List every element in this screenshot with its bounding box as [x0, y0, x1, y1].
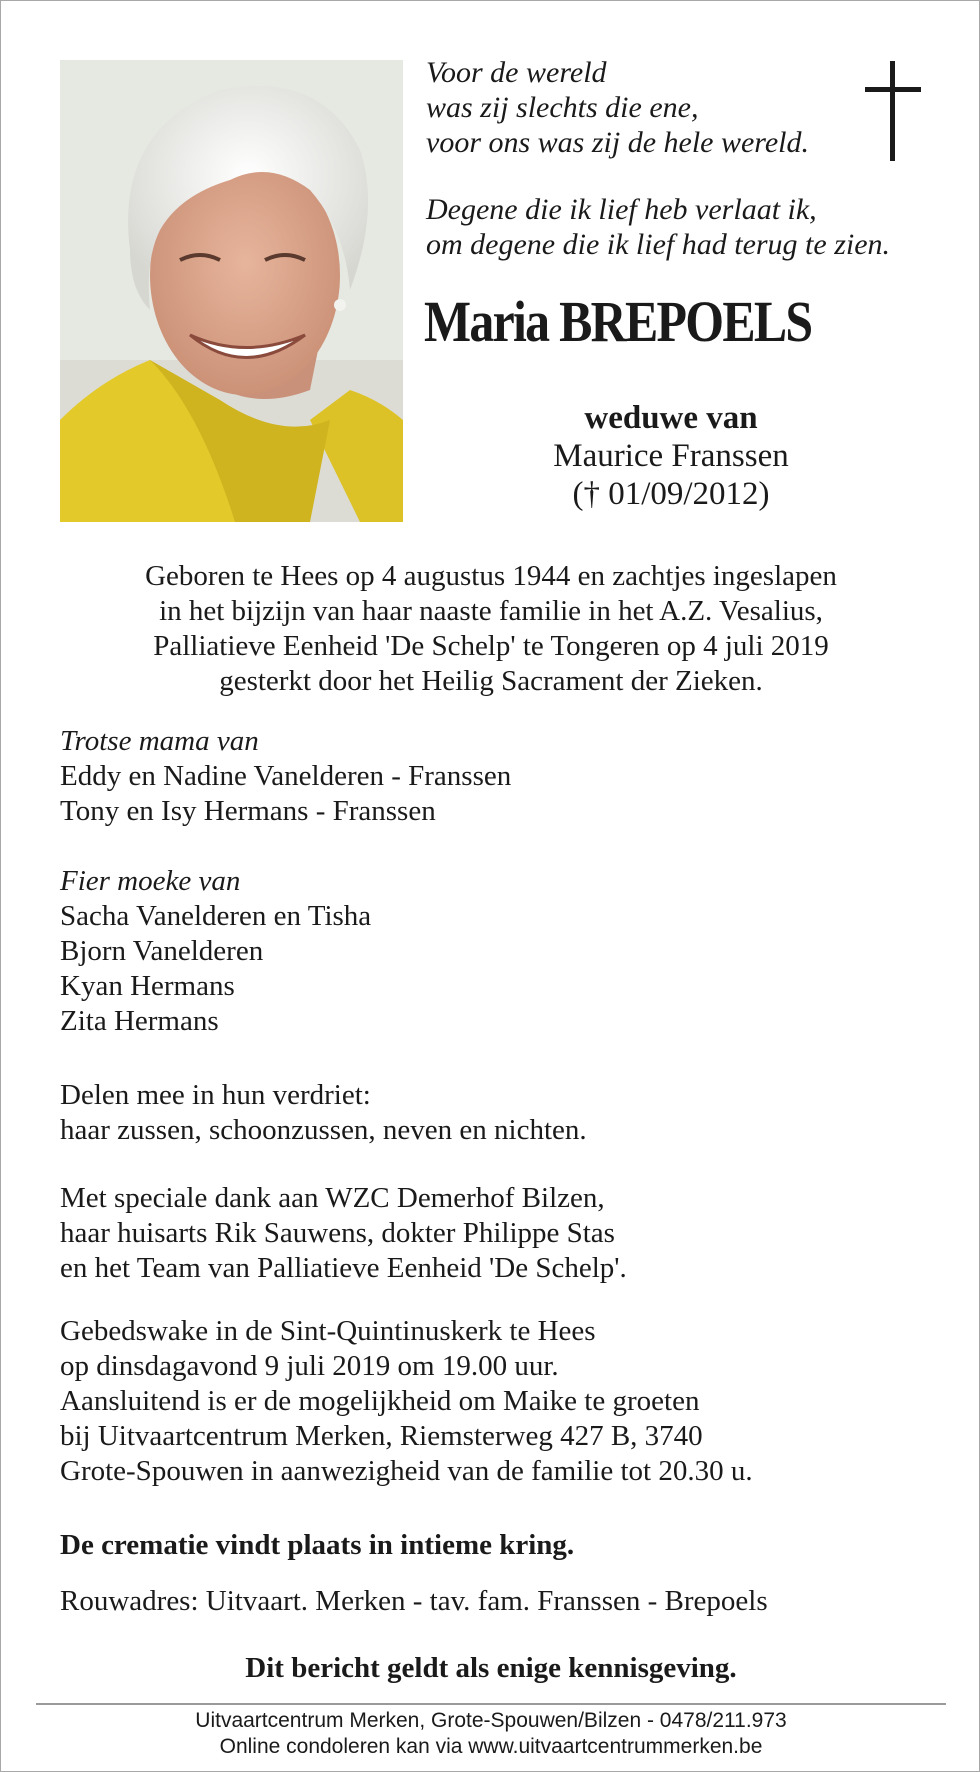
wake-section	[60, 1314, 940, 1489]
deceased-name: Maria BREPOELS	[424, 289, 812, 354]
grandchildren-label: Fier moeke van	[60, 865, 241, 897]
grief-line: Delen mee in hun verdriet:	[60, 1079, 371, 1111]
spouse-block	[431, 399, 911, 513]
mourning-address: Rouwadres: Uitvaart. Merken - tav. fam. Franssen - Brepoels	[60, 1585, 768, 1617]
wake-line: Gebedswake in de Sint-Quintinuskerk te Hees	[60, 1315, 596, 1347]
cross-icon	[863, 61, 923, 161]
wake-line: Grote-Spouwen in aanwezigheid van de familie tot 20.30 u.	[60, 1455, 753, 1487]
child-line: Eddy en Nadine Vanelderen - Franssen	[60, 760, 512, 792]
grandchild-line: Zita Hermans	[60, 1005, 219, 1037]
footer-condolence-link[interactable]: Online condoleren kan via www.uitvaartcentrummerken.be	[219, 1735, 763, 1758]
spouse-death-date: († 01/09/2012)	[572, 476, 770, 512]
cremation-text: De crematie vindt plaats in intieme kring.	[60, 1529, 575, 1561]
thanks-line: en het Team van Palliatieve Eenheid 'De Schelp'.	[60, 1252, 627, 1284]
wake-line: op dinsdagavond 9 juli 2019 om 19.00 uur.	[60, 1350, 559, 1382]
portrait-photo	[60, 60, 403, 522]
wake-line: bij Uitvaartcentrum Merken, Riemsterweg 427 B, 3740	[60, 1420, 703, 1452]
thanks-section	[60, 1181, 940, 1286]
poem-stanza-1: Voor de wereld was zij slechts die ene, voor ons was zij de hele wereld.	[426, 56, 810, 159]
portrait-illustration	[60, 60, 403, 522]
footer-funeral-home: Uitvaartcentrum Merken, Grote-Spouwen/Bilzen - 0478/211.973	[195, 1709, 787, 1732]
grandchildren-section	[60, 864, 940, 1039]
grandchild-line: Kyan Hermans	[60, 970, 235, 1002]
poem-stanza-2: Degene die ik lief heb verlaat ik, om degene die ik lief had terug te zien.	[426, 193, 891, 261]
wake-line: Aansluitend is er de mogelijkheid om Maike te groeten	[60, 1385, 700, 1417]
footer-divider	[36, 1703, 946, 1705]
child-line: Tony en Isy Hermans - Franssen	[60, 795, 436, 827]
spouse-name: Maurice Franssen	[553, 438, 789, 474]
grief-section	[60, 1078, 940, 1148]
thanks-line: Met speciale dank aan WZC Demerhof Bilzen,	[60, 1182, 605, 1214]
children-label: Trotse mama van	[60, 725, 259, 757]
spouse-intro: weduwe van	[584, 400, 758, 436]
children-section	[60, 724, 940, 829]
birth-and-death-text: Geboren te Hees op 4 augustus 1944 en zachtjes ingeslapen in het bijzijn van haar naaste familie in het A.Z. Vesalius, Palliatieve Eenheid 'De Schelp' te Tongeren op 4 juli 2019 gesterkt door het Heilig Sacrament der Zieken.	[145, 560, 837, 697]
address-section	[60, 1584, 940, 1619]
memorial-poem	[426, 55, 926, 294]
closing-statement: Dit bericht geldt als enige kennisgeving.	[245, 1652, 737, 1684]
cremation-section	[60, 1528, 940, 1563]
thanks-line: haar huisarts Rik Sauwens, dokter Philippe Stas	[60, 1217, 615, 1249]
footer	[36, 1708, 946, 1760]
grandchild-line: Bjorn Vanelderen	[60, 935, 264, 967]
grandchild-line: Sacha Vanelderen en Tisha	[60, 900, 372, 932]
grief-line: haar zussen, schoonzussen, neven en nichten.	[60, 1114, 587, 1146]
